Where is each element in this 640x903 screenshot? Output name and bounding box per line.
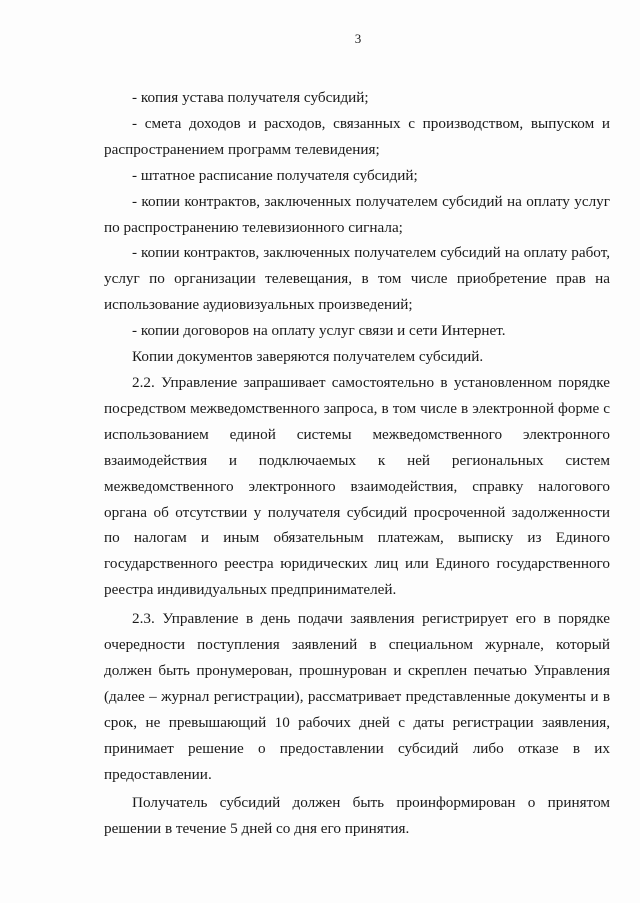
paragraph-section-2-3: 2.3. Управление в день подачи заявления регистрирует его в порядке очередности поступления заявлений в специальном журнале, который должен быть пронумерован, прошнурован и скреплен печатью Управления (далее – журнал регистрации), рассматривает представленные документы и в срок, не превышающий 10 рабочих дней с даты регистрации заявления, принимает решение о предоставлении субсидий либо отказе в их предоставлении. xyxy=(104,610,610,783)
paragraph-notification: Получатель субсидий должен быть проинформирован о принятом решении в течение 5 дней со дня его принятия. xyxy=(104,794,610,838)
page-number: 3 xyxy=(354,31,362,46)
paragraph-charter-copy: - копия устава получателя субсидий; xyxy=(132,89,369,106)
paragraph-communication-contracts: - копии договоров на оплату услуг связи и сети Интернет. xyxy=(132,322,506,340)
paragraph-broadcast-contracts: - копии контрактов, заключенных получателем субсидий на оплату работ, услуг по организации телевещания, в том числе приобретение прав на использование аудиовизуальных произведений; xyxy=(104,244,610,314)
paragraph-budget-estimate: - смета доходов и расходов, связанных с производством, выпуском и распространением программ телевидения; xyxy=(104,114,610,158)
paragraph-certification: Копии документов заверяются получателем субсидий. xyxy=(132,348,484,366)
paragraph-signal-contracts: - копии контрактов, заключенных получателем субсидий на оплату услуг по распространению телевизионного сигнала; xyxy=(104,192,610,236)
paragraph-staff-schedule: - штатное расписание получателя субсидий; xyxy=(132,166,418,184)
document-body xyxy=(104,85,610,842)
paragraph-section-2-2: 2.2. Управление запрашивает самостоятельно в установленном порядке посредством межведомственного запроса, в том числе в электронной форме с использованием единой системы межведомственного электронного взаимодействия и подключаемых к ней региональных систем межведомственного электронного взаимодействия, справку налогового органа об отсутствии у получателя субсидий просроченной задолженности по налогам и иным обязательным платежам, выписку из Единого государственного реестра юридических лиц или Единого государственного реестра индивидуальных предпринимателей. xyxy=(104,373,610,599)
